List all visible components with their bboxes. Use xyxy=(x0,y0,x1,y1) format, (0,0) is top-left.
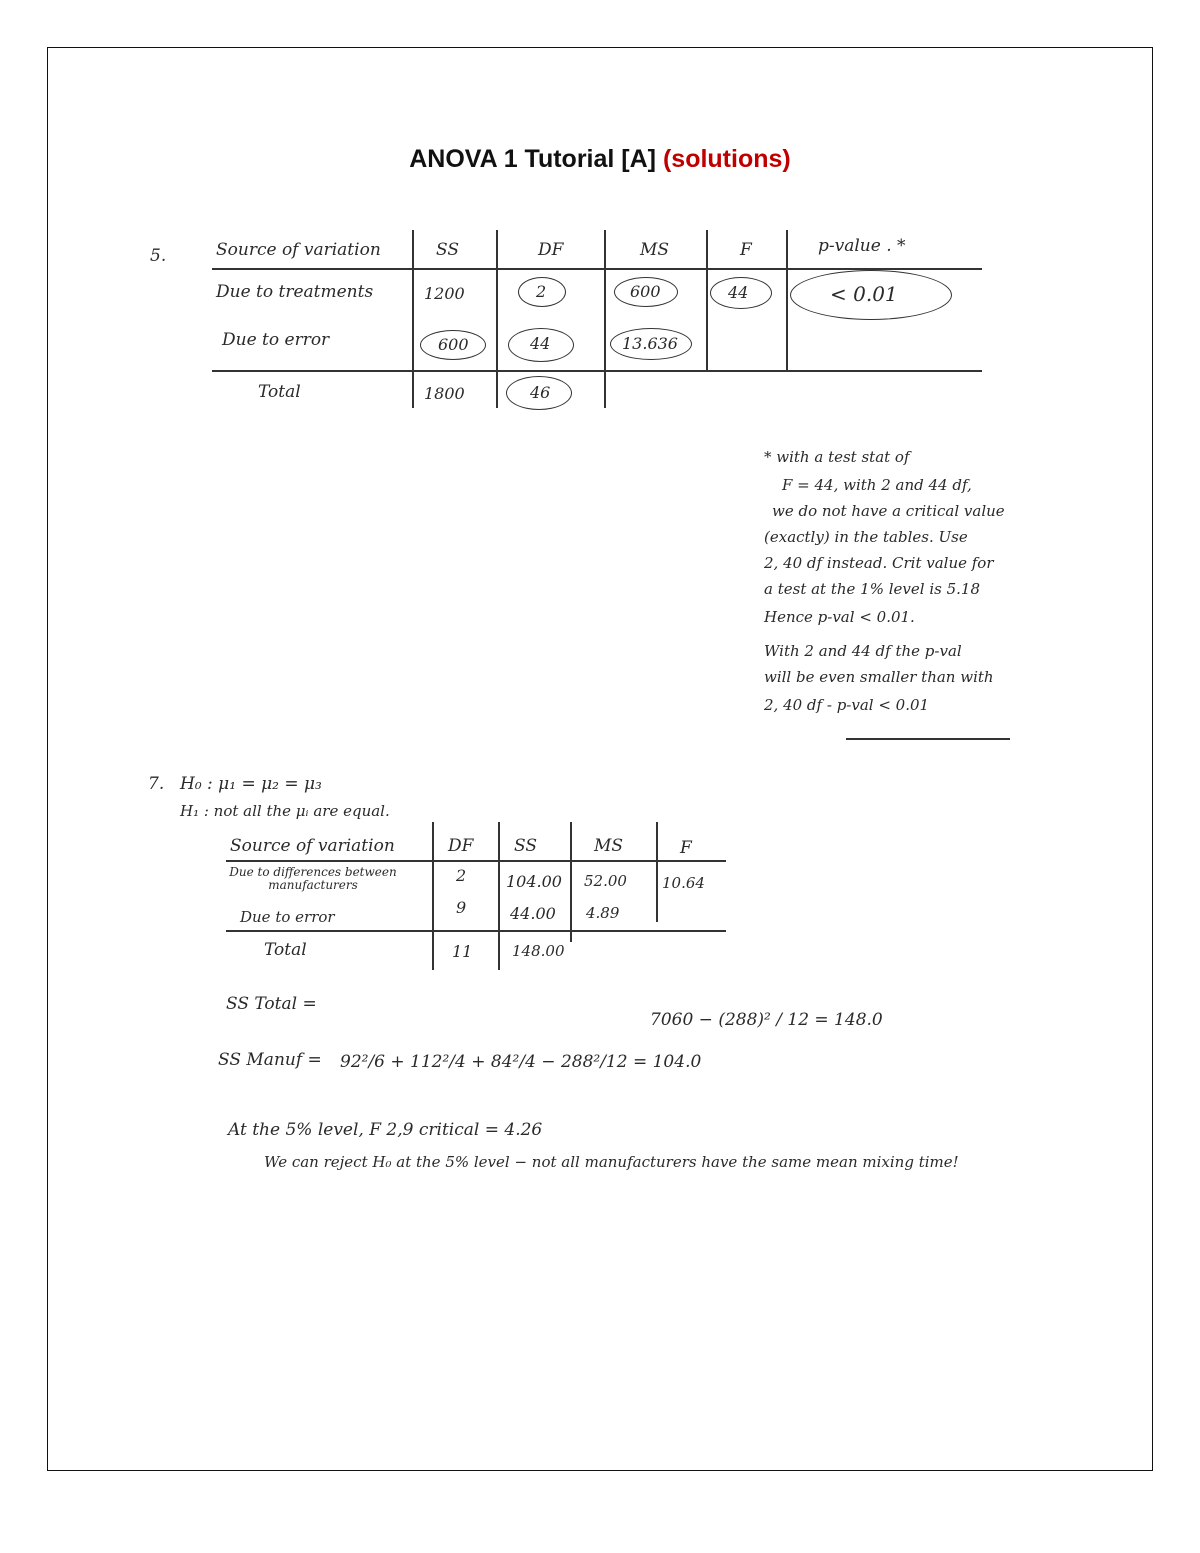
q5-note-line: F = 44, with 2 and 44 df, xyxy=(782,476,972,494)
title-highlight: (solutions) xyxy=(662,145,791,173)
q5-total-rule xyxy=(212,370,982,372)
q5-row-ss: 1200 xyxy=(424,284,465,303)
q5-header-ss: SS xyxy=(436,240,459,260)
q7-col-divider xyxy=(432,822,434,970)
q5-header-pvalue: p-value . * xyxy=(818,236,906,256)
q5-row-ss: 600 xyxy=(438,335,469,354)
q7-ss-total-label: SS Total = xyxy=(226,994,317,1014)
q7-row-df: 11 xyxy=(452,942,473,961)
q7-row-ms: 4.89 xyxy=(586,904,620,922)
q5-row-ss: 1800 xyxy=(424,384,465,403)
note-underline xyxy=(846,738,1010,740)
q5-row-ms: 13.636 xyxy=(622,334,678,353)
q5-row-df: 2 xyxy=(536,282,547,301)
q5-note-line: With 2 and 44 df the p-val xyxy=(764,642,962,660)
q7-row-ss: 104.00 xyxy=(506,872,562,891)
q5-header-source: Source of variation xyxy=(216,240,381,260)
q7-ss-manuf-expr: 92²/6 + 112²/4 + 84²/4 − 288²/12 = 104.0 xyxy=(340,1052,702,1072)
q7-header-rule xyxy=(226,860,726,862)
q7-h0: H₀ : μ₁ = μ₂ = μ₃ xyxy=(180,774,322,794)
q5-note-line: a test at the 1% level is 5.18 xyxy=(764,580,980,598)
q7-ss-manuf-label: SS Manuf = xyxy=(218,1050,322,1070)
q7-header-f: F xyxy=(680,838,692,858)
q5-col-divider xyxy=(496,230,498,408)
q5-row-df: 44 xyxy=(530,334,551,353)
q7-conclusion: We can reject H₀ at the 5% level − not all manufacturers have the same mean mixing time! xyxy=(264,1153,959,1171)
q5-note-line: (exactly) in the tables. Use xyxy=(764,528,968,546)
q5-row-source: Due to error xyxy=(222,330,330,350)
q7-row-f: 10.64 xyxy=(662,874,705,892)
q5-number: 5. xyxy=(150,246,167,266)
q7-header-source: Source of variation xyxy=(230,836,395,856)
q7-col-divider xyxy=(498,822,500,970)
q5-col-divider xyxy=(706,230,708,370)
q7-header-ms: MS xyxy=(594,836,624,856)
q7-number: 7. xyxy=(148,774,165,794)
q5-note-line: will be even smaller than with xyxy=(764,668,994,686)
q7-row-source: Due to differences between manufacturers xyxy=(229,865,397,892)
q7-col-divider xyxy=(656,822,658,922)
q7-critical: At the 5% level, F 2,9 critical = 4.26 xyxy=(228,1120,543,1140)
q5-note-line: 2, 40 df - p-val < 0.01 xyxy=(764,696,930,714)
q7-ss-total-expr: 7060 − (288)² / 12 = 148.0 xyxy=(650,1010,883,1030)
q7-row-ms: 52.00 xyxy=(584,872,627,890)
q5-col-divider xyxy=(786,230,788,370)
q5-note-line: 2, 40 df instead. Crit value for xyxy=(764,554,994,572)
q7-row-df: 2 xyxy=(456,866,467,885)
q5-col-divider xyxy=(604,230,606,408)
q5-col-divider xyxy=(412,230,414,408)
q5-row-source: Total xyxy=(258,382,301,402)
q7-row-source: Total xyxy=(264,940,307,960)
title-main: ANOVA 1 Tutorial [A] xyxy=(409,145,657,173)
q7-row-ss: 44.00 xyxy=(510,904,556,923)
q5-note-line: Hence p-val < 0.01. xyxy=(764,608,915,626)
q5-note-line: we do not have a critical value xyxy=(772,502,1005,520)
q7-header-ss: SS xyxy=(514,836,537,856)
q5-row-ms: 600 xyxy=(630,282,661,301)
q7-header-df: DF xyxy=(448,836,474,856)
q5-row-source: Due to treatments xyxy=(216,282,374,302)
q5-row-df: 46 xyxy=(530,383,551,402)
q7-h1: H₁ : not all the μᵢ are equal. xyxy=(180,802,390,820)
q5-header-f: F xyxy=(740,240,752,260)
q7-total-rule xyxy=(226,930,726,932)
q7-row-df: 9 xyxy=(456,898,467,917)
page-border xyxy=(47,47,1153,1471)
q5-row-f: 44 xyxy=(728,283,749,302)
q7-col-divider xyxy=(570,822,572,942)
q5-header-df: DF xyxy=(538,240,564,260)
q7-row-ss: 148.00 xyxy=(512,942,565,960)
q5-header-ms: MS xyxy=(640,240,670,260)
q5-note-line: * with a test stat of xyxy=(764,448,910,466)
q7-row-source: Due to error xyxy=(240,908,335,926)
q5-row-p: < 0.01 xyxy=(830,282,898,306)
page-title xyxy=(0,145,1200,174)
